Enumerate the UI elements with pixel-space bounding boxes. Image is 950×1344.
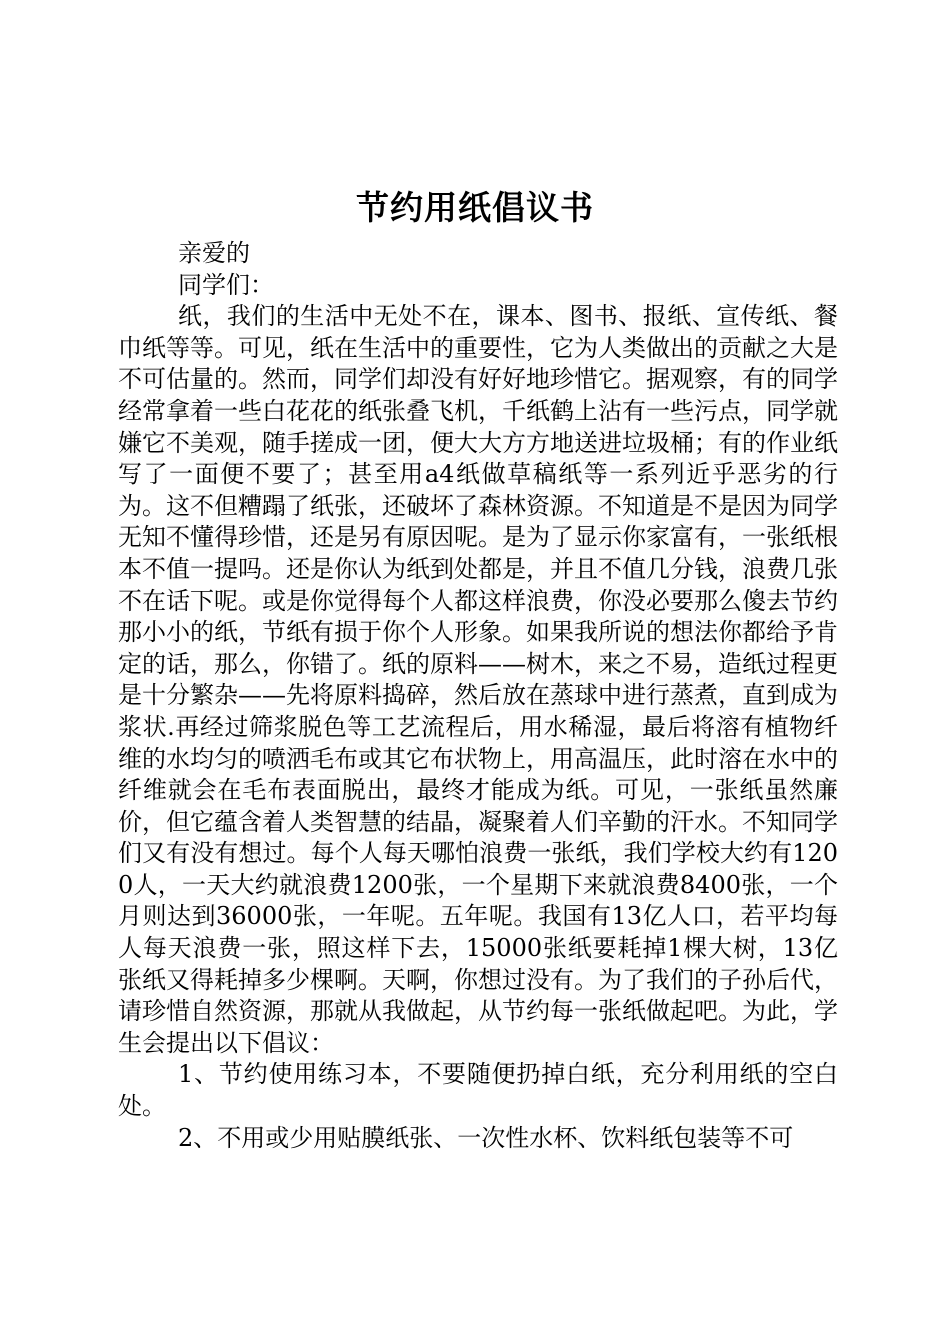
document-body xyxy=(118,238,838,1154)
salutation-line-2: 同学们： xyxy=(178,270,274,299)
body-paragraph: 纸，我们的生活中无处不在，课本、图书、报纸、宣传纸、餐巾纸等等。可见，纸在生活中的重要性，它为人类做出的贡献之大是不可估量的。然而，同学们却没有好好地珍惜它。据观察，有的同学经常拿着一些白花花的纸张叠飞机，千纸鹤上沾有一些污点，同学就嫌它不美观，随手搓成一团，便大大方方地送进垃圾桶；有的作业纸写了一面便不要了；甚至用a4纸做草稿纸等一系列近乎恶劣的行为。这不但糟蹋了纸张，还破坏了森林资源。不知道是不是因为同学无知不懂得珍惜，还是另有原因呢。是为了显示你家富有，一张纸根本不值一提吗。还是你认为纸到处都是，并且不值几分钱，浪费几张不在话下呢。或是你觉得每个人都这样浪费，你没必要那么傻去节约那小小的纸，节纸有损于你个人形象。如果我所说的想法你都给予肯定的话，那么，你错了。纸的原料——树木，来之不易，造纸过程更是十分繁杂——先将原料捣碎，然后放在蒸球中进行蒸煮，直到成为浆状.再经过筛浆脱色等工艺流程后，用水稀湿，最后将溶有植物纤维的水均匀的喷洒毛布或其它布状物上，用高温压，此时溶在水中的纤维就会在毛布表面脱出，最终才能成为纸。可见，一张纸虽然廉价，但它蕴含着人类智慧的结晶，凝聚着人们辛勤的汗水。不知同学们又有没有想过。每个人每天哪怕浪费一张纸，我们学校大约有1200人，一天大约就浪费1200张，一个星期下来就浪费8400张，一个月则达到36000张，一年呢。五年呢。我国有13亿人口，若平均每人每天浪费一张，照这样下去，15000张纸要耗掉1棵大树，13亿张纸又得耗掉多少棵啊。天啊，你想过没有。为了我们的子孙后代，请珍惜自然资源，那就从我做起，从节约每一张纸做起吧。为此，学生会提出以下倡议： xyxy=(118,302,838,1057)
document-title: 节约用纸倡议书 xyxy=(356,188,594,227)
proposal-item-2: 2、不用或少用贴膜纸张、一次性水杯、饮料纸包装等不可 xyxy=(178,1123,794,1152)
salutation-line-1: 亲爱的 xyxy=(178,239,250,267)
proposal-item-1: 1、节约使用练习本，不要随便扔掉白纸，充分利用纸的空白处。 xyxy=(118,1060,838,1121)
